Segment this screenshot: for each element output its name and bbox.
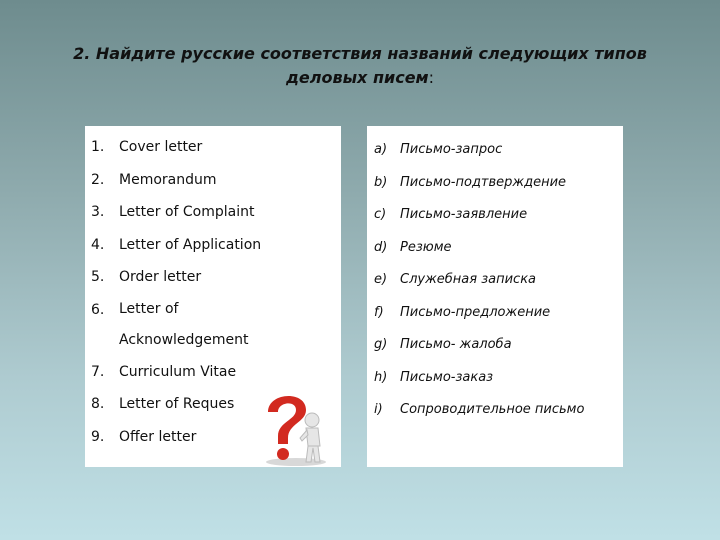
list-item: 7. Curriculum Vitae xyxy=(91,363,237,380)
list-item: c) Письмо-заявление xyxy=(374,207,528,222)
list-item: 1. Cover letter xyxy=(91,139,203,155)
slide-title xyxy=(40,42,680,90)
list-item: 5. Order letter xyxy=(91,269,202,285)
title-line-2: деловых писем: xyxy=(285,68,435,87)
list-item: 6. Letter of Acknowledgement xyxy=(91,300,249,348)
list-item: 2. Memorandum xyxy=(91,171,217,188)
list-item: h) Письмо-заказ xyxy=(374,369,494,385)
list-item: 9. Offer letter xyxy=(91,428,197,445)
list-item: f) Письмо-предложение xyxy=(374,304,551,320)
list-item: 8. Letter of Reques xyxy=(91,396,235,412)
list-item: 3. Letter of Complaint xyxy=(91,204,255,220)
list-item: b) Письмо-подтверждение xyxy=(374,174,567,190)
list-item: 4. Letter of Application xyxy=(91,236,262,253)
russian-terms-panel xyxy=(367,126,623,467)
list-item: i) Сопроводительное письмо xyxy=(374,402,585,417)
russian-terms-list xyxy=(367,126,623,427)
list-item: a) Письмо-запрос xyxy=(374,142,503,157)
question-mark-figure-icon xyxy=(246,382,336,467)
list-item: g) Письмо- жалоба xyxy=(374,337,512,352)
list-item: e) Служебная записка xyxy=(374,272,537,287)
list-item: d) Резюме xyxy=(374,239,452,255)
title-line-1: 2. Найдите русские соответствия названий следующих типов xyxy=(73,44,647,63)
